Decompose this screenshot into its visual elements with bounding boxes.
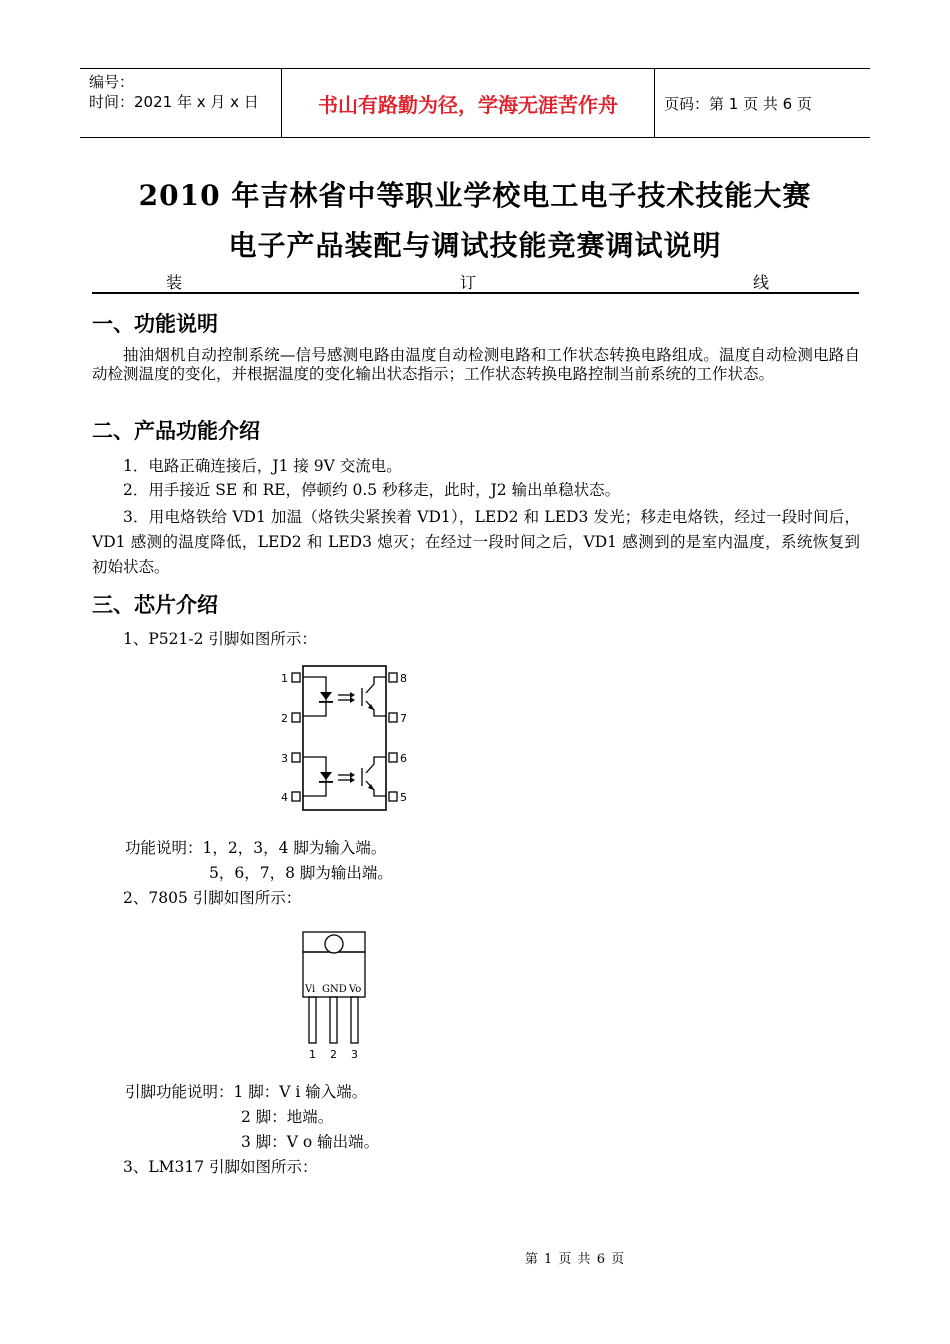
header-left (89, 72, 259, 112)
pin-label: 2 (330, 1048, 337, 1061)
binding-mark: 装 (166, 273, 183, 292)
pin-label: 1 (281, 672, 288, 685)
chip3-intro: 3、LM317 引脚如图所示： (123, 1158, 318, 1176)
binding-mark: 订 (460, 273, 477, 292)
pin-label: 3 (281, 752, 288, 765)
time-label: 时间：2021 年 x 月 x 日 (89, 93, 259, 111)
pin-label: 7 (400, 712, 407, 725)
7805-pinout-diagram (298, 924, 378, 1064)
pin-name: Vi (305, 984, 316, 995)
binding-mark: 线 (753, 273, 770, 292)
motto: 书山有路勤为径，学海无涯苦作舟 (318, 92, 618, 117)
header-table (80, 68, 870, 138)
pin-label: 8 (400, 672, 407, 685)
chip1-func2: 5，6，7，8 脚为输出端。 (209, 864, 393, 882)
code-label: 编号： (89, 73, 135, 91)
pin-label: 2 (281, 712, 288, 725)
list-item: 1．电路正确连接后，J1 接 9V 交流电。 (123, 457, 402, 475)
list-item: 2．用手接近 SE 和 RE，停顿约 0.5 秒移走，此时，J2 输出单稳状态。 (123, 481, 621, 499)
chip1-func1: 功能说明：1，2，3，4 脚为输入端。 (125, 839, 387, 857)
list-item: 3．用电烙铁给 VD1 加温（烙铁尖紧挨着 VD1），LED2 和 LED3 发光；移走电烙铁，经过一段时间后，VD1 感测的温度降低，LED2 和 LED3 熄灭；在经过一段时间之后，VD1 感测到的是室内温度，系统恢复到初始状态。 (92, 508, 860, 576)
binding-line (92, 292, 859, 294)
chip2-func3: 3 脚：V o 输出端。 (241, 1133, 380, 1151)
section1-text: 抽油烟机自动控制系统—信号感测电路由温度自动检测电路和工作状态转换电路组成。温度自动检测电路自动检测温度的变化，并根据温度的变化输出状态指示；工作状态转换电路控制当前系统的工作状态。 (92, 346, 860, 383)
doc-subtitle: 电子产品装配与调试技能竞赛调试说明 (228, 229, 722, 262)
chip1-intro: 1、P521-2 引脚如图所示： (123, 630, 317, 648)
header-divider (654, 69, 655, 137)
pin-name: Vo (349, 984, 362, 995)
section-heading: 一、功能说明 (92, 312, 218, 336)
pin-label: 5 (400, 791, 407, 804)
pin-name: GND (322, 984, 347, 995)
p521-pinout-diagram (278, 660, 413, 815)
footer-text: 第 1 页 共 6 页 (524, 1252, 626, 1267)
page-footer (0, 1248, 950, 1267)
pin-label: 4 (281, 791, 288, 804)
page-info: 页码：第 1 页 共 6 页 (664, 94, 812, 113)
section-heading: 二、产品功能介绍 (92, 419, 260, 443)
pin-label: 6 (400, 752, 407, 765)
doc-title: 2010 年吉林省中等职业学校电工电子技术技能大赛 (138, 179, 812, 212)
section-heading: 三、芯片介绍 (92, 593, 218, 617)
chip2-intro: 2、7805 引脚如图所示： (123, 889, 302, 907)
pin-label: 1 (309, 1048, 316, 1061)
chip2-func2: 2 脚：地端。 (241, 1108, 334, 1126)
chip2-func1: 引脚功能说明：1 脚：V i 输入端。 (125, 1083, 368, 1101)
pin-label: 3 (351, 1048, 358, 1061)
